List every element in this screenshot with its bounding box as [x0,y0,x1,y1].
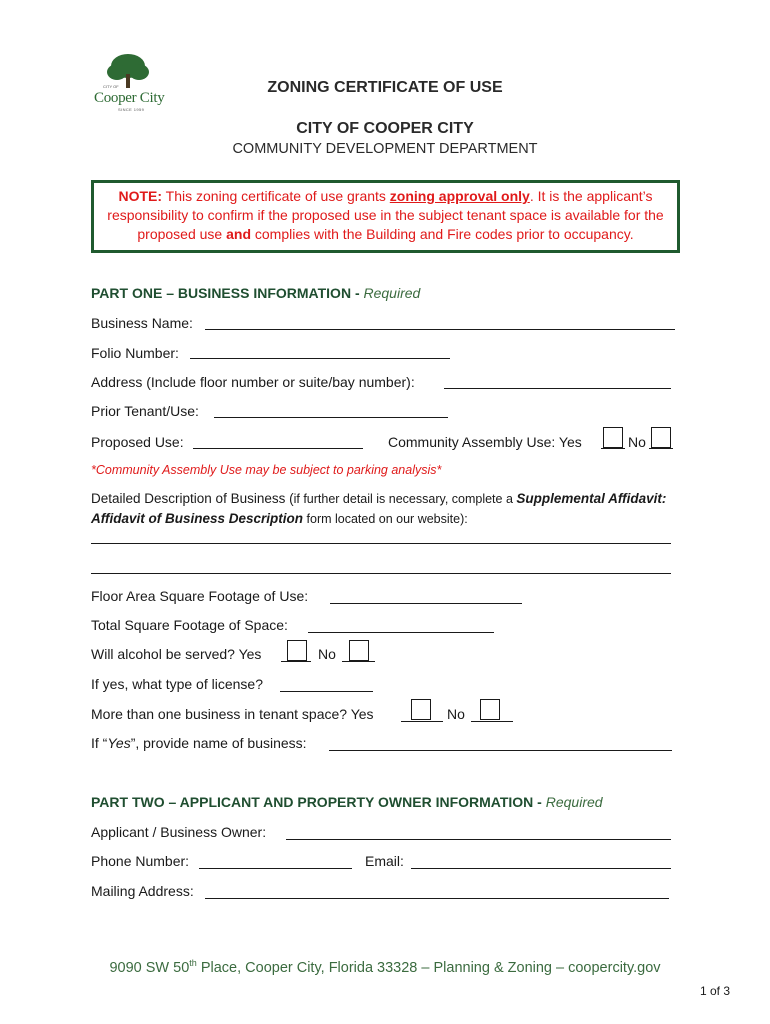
assembly-no-label: No [628,434,646,450]
proposed-use-label: Proposed Use: [91,434,184,450]
multiple-no-label: No [447,706,465,722]
license-type-field[interactable] [280,691,373,692]
multiple-yes-checkbox[interactable] [411,699,431,720]
applicant-field[interactable] [286,839,671,840]
other-business-name-field[interactable] [329,750,672,751]
business-name-if-yes-label: If “Yes”, provide name of business: [91,735,307,751]
document-title: ZONING CERTIFICATE OF USE [267,79,503,96]
applicant-label: Applicant / Business Owner: [91,824,267,840]
note-and: and [226,226,251,242]
email-label: Email: [365,853,404,869]
note-label: NOTE: [118,188,163,204]
part-one-required: Required [363,285,421,301]
address-label: Address (Include floor number or suite/bay number): [91,374,415,390]
total-area-field[interactable] [308,632,494,633]
supplemental-affidavit-reference: Supplemental Affidavit: Affidavit of Business Description [91,491,667,526]
floor-area-field[interactable] [330,603,522,604]
part-two-heading: PART TWO – APPLICANT AND PROPERTY OWNER INFORMATION - Required [91,794,603,810]
assembly-no-checkbox[interactable] [651,427,671,448]
alcohol-yes-line [281,661,311,662]
logo-small-text: CITY OF [103,84,119,89]
note-text-3: complies with the Building and Fire codes prior to occupancy. [251,226,634,242]
multiple-no-line [471,721,513,722]
alcohol-no-line [342,661,375,662]
phone-label: Phone Number: [91,853,190,869]
phone-field[interactable] [199,868,352,869]
assembly-parking-note: *Community Assembly Use may be subject to parking analysis* [91,463,442,477]
business-name-field[interactable] [205,329,675,330]
alcohol-label: Will alcohol be served? Yes [91,646,262,662]
email-field[interactable] [411,868,671,869]
business-description-line-2[interactable] [91,573,671,574]
alcohol-no-label: No [318,646,336,662]
mailing-address-label: Mailing Address: [91,883,194,899]
part-two-required: Required [545,794,603,810]
folio-label: Folio Number: [91,345,179,361]
prior-tenant-label: Prior Tenant/Use: [91,403,199,419]
business-name-label: Business Name: [91,315,193,331]
mailing-address-field[interactable] [205,898,669,899]
community-assembly-label: Community Assembly Use: Yes [388,434,582,450]
assembly-yes-checkbox[interactable] [603,427,623,448]
note-emphasis: zoning approval only [389,188,530,204]
folio-number-field[interactable] [190,358,450,359]
assembly-no-line [649,448,673,449]
address-field[interactable] [444,388,671,389]
page-number: 1 of 3 [699,984,730,998]
part-one-heading: PART ONE – BUSINESS INFORMATION - Required [91,285,421,301]
alcohol-no-checkbox[interactable] [349,640,369,661]
note-text-1: This zoning certificate of use grants [162,188,390,204]
business-description-line-1[interactable] [91,543,671,544]
note-text-2: . It is the applicant’s responsibility to confirm if the proposed use in the subject tenant space is available for the proposed use [107,188,664,242]
business-description-label: Detailed Description of Business (if further detail is necessary, complete a Supplemental Affidavit: Affidavit of Business Description form located on our website): [91,491,667,526]
multiple-yes-line [401,721,443,722]
proposed-use-field[interactable] [193,448,363,449]
logo-city-name: Cooper City [94,90,165,106]
total-area-label: Total Square Footage of Space: [91,617,288,633]
prior-tenant-field[interactable] [214,417,448,418]
city-name: CITY OF COOPER CITY [296,120,474,137]
footer-address: 9090 SW 50th Place, Cooper City, Florida 33328 – Planning & Zoning – coopercity.gov [109,958,661,976]
alcohol-yes-checkbox[interactable] [287,640,307,661]
assembly-yes-line [601,448,625,449]
note-box [91,180,680,253]
logo-sub-text: SINCE 1959 [118,107,145,112]
multiple-no-checkbox[interactable] [480,699,500,720]
multiple-business-label: More than one business in tenant space? Yes [91,706,374,722]
license-label: If yes, what type of license? [91,676,263,692]
department-name: COMMUNITY DEVELOPMENT DEPARTMENT [232,141,538,157]
floor-area-label: Floor Area Square Footage of Use: [91,588,309,604]
